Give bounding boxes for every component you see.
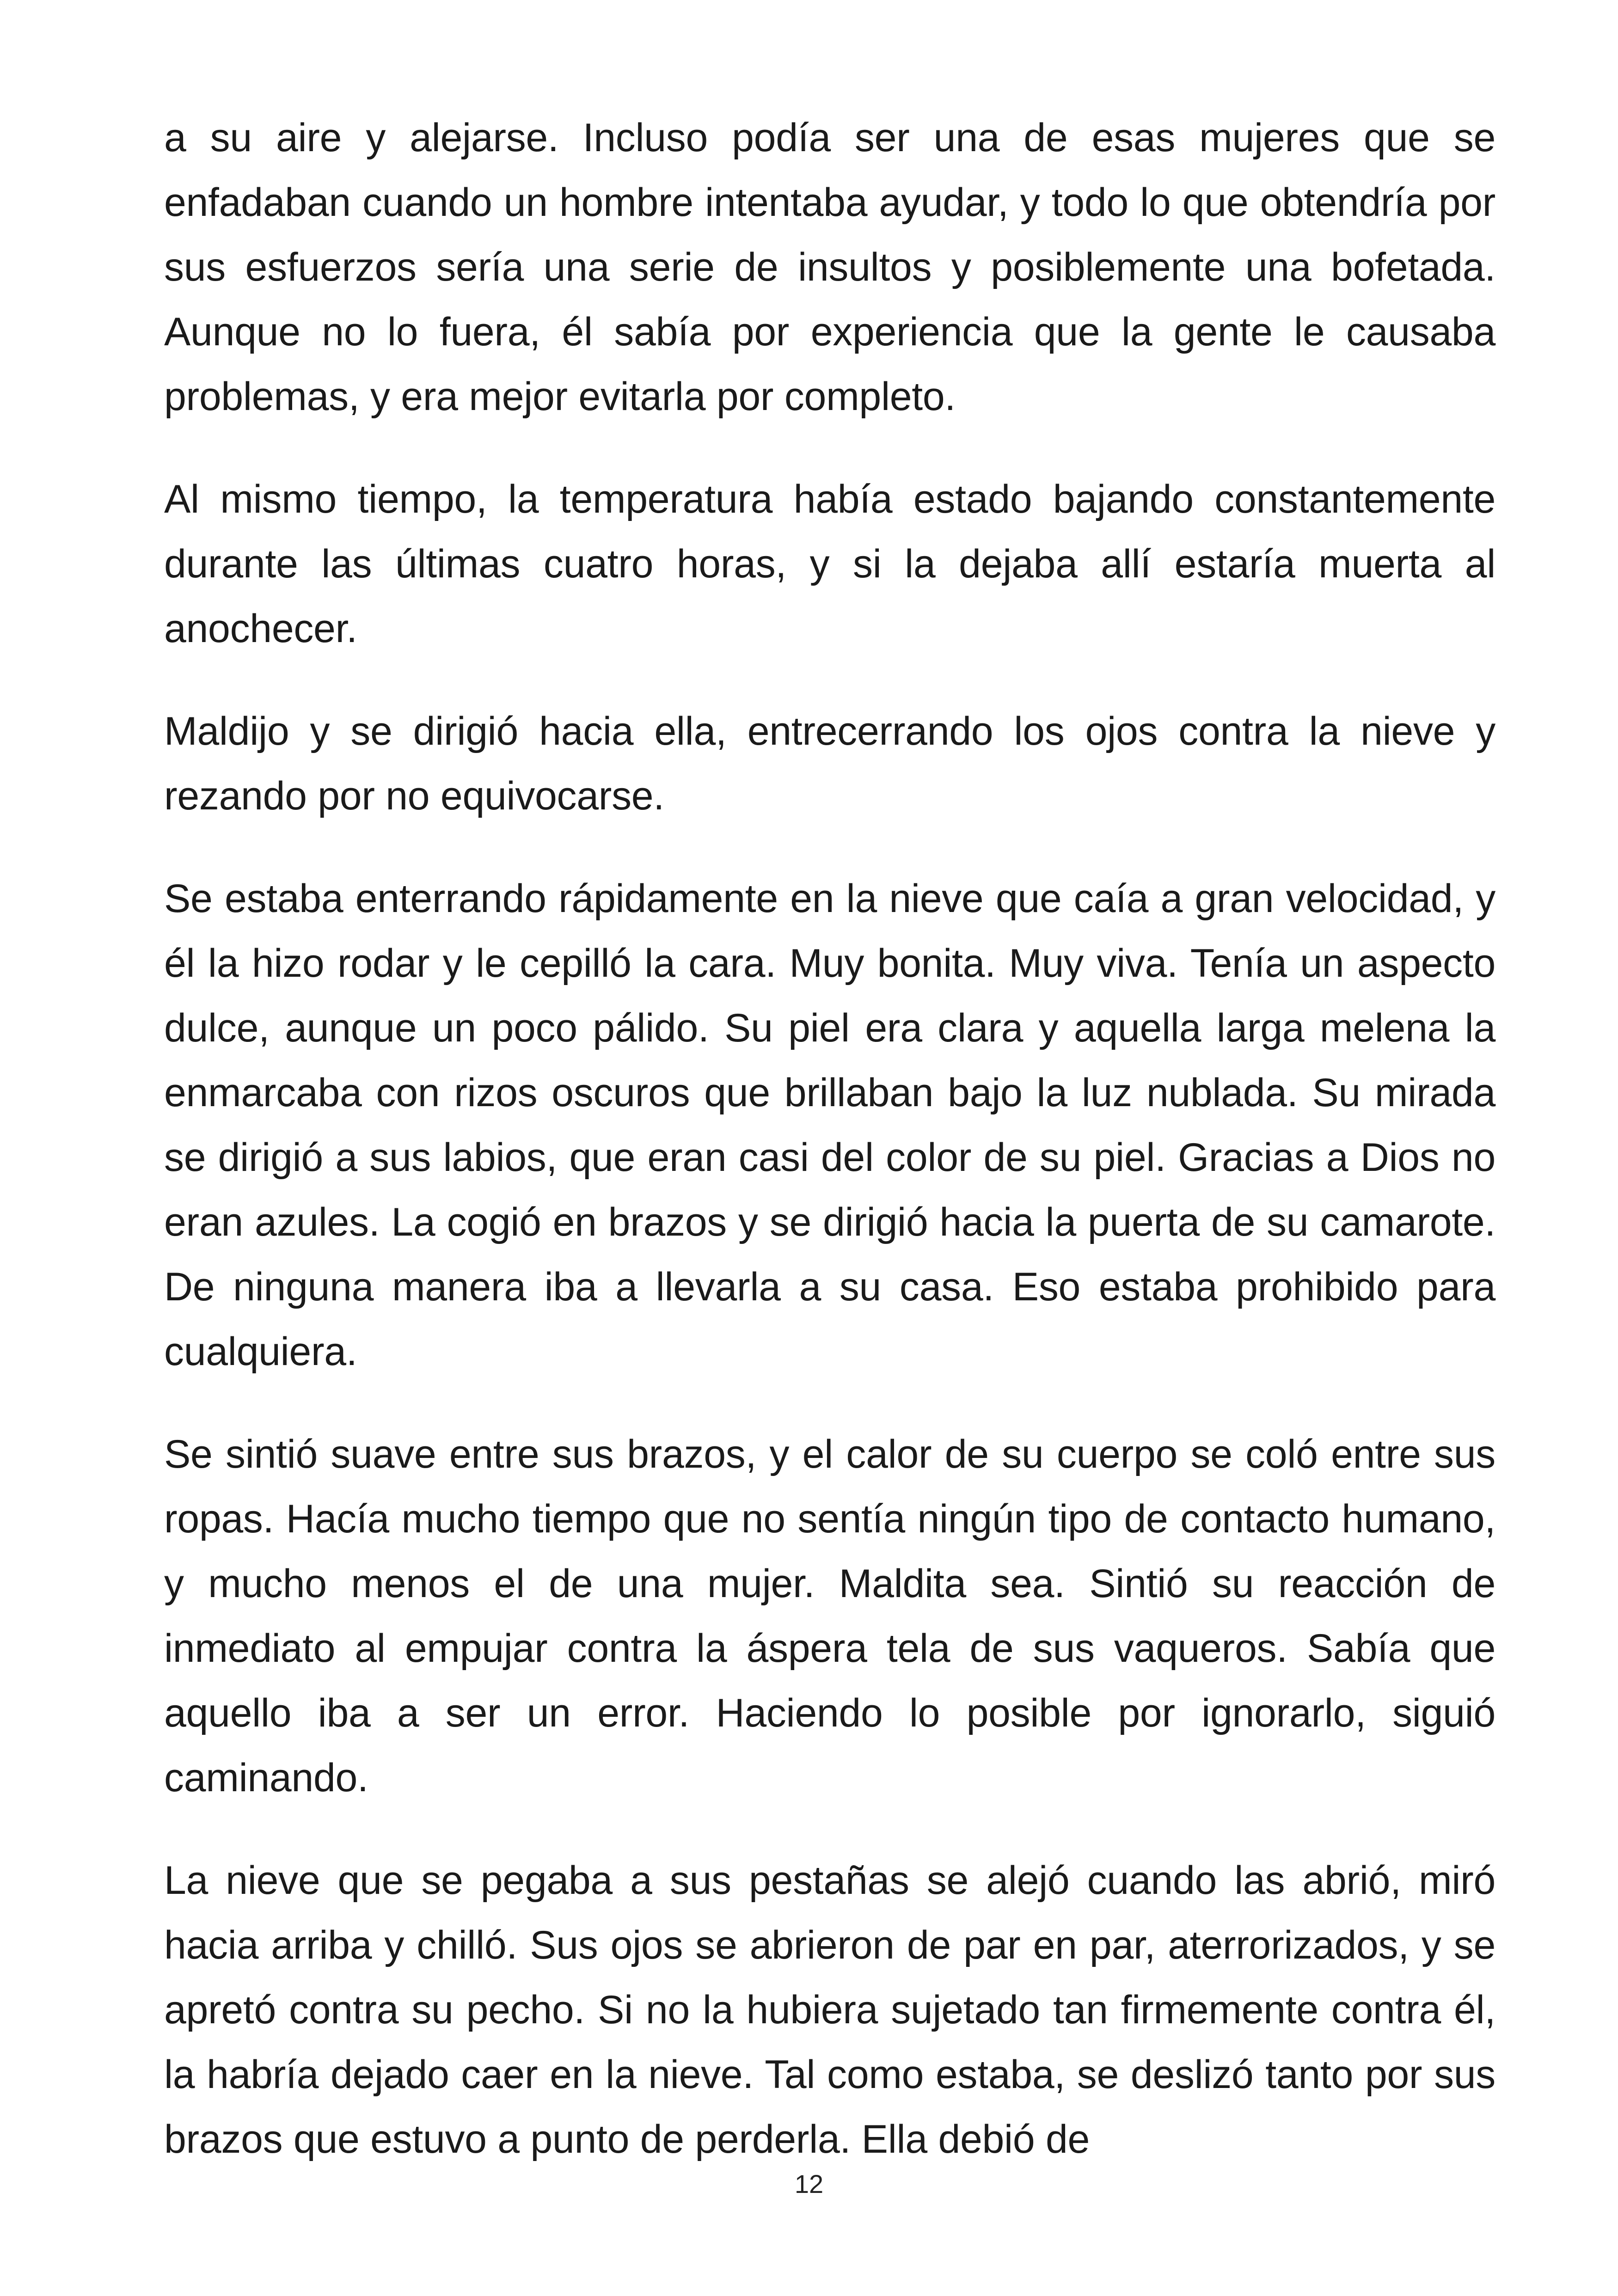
paragraph-3: Maldijo y se dirigió hacia ella, entrecerrando los ojos contra la nieve y rezando por no equivocarse. — [164, 709, 1495, 818]
paragraph-4: Se estaba enterrando rápidamente en la nieve que caía a gran velocidad, y él la hizo rodar y le cepilló la cara. Muy bonita. Muy viva. Tenía un aspecto dulce, aunque un poco pálido. Su piel era clara y aquella larga melena la enmarcaba con rizos oscuros que brillaban bajo la luz nublada. Su mirada se dirigió a sus labios, que eran casi del color de su piel. Gracias a Dios no eran azules. La cogió en brazos y se dirigió hacia la puerta de su camarote. De ninguna manera iba a llevarla a su casa. Eso estaba prohibido para cualquiera. — [164, 876, 1495, 1374]
paragraph-5: Se sintió suave entre sus brazos, y el calor de su cuerpo se coló entre sus ropas. Hacía mucho tiempo que no sentía ningún tipo de contacto humano, y mucho menos el de una mujer. Maldita sea. Sintió su reacción de inmediato al empujar contra la áspera tela de sus vaqueros. Sabía que aquello iba a ser un error. Haciendo lo posible por ignorarlo, siguió caminando. — [164, 1432, 1495, 1800]
page-body — [164, 105, 1495, 2210]
paragraph-1: a su aire y alejarse. Incluso podía ser una de esas mujeres que se enfadaban cuando un hombre intentaba ayudar, y todo lo que obtendría por sus esfuerzos sería una serie de insultos y posiblemente una bofetada. Aunque no lo fuera, él sabía por experiencia que la gente le causaba problemas, y era mejor evitarla por completo. — [164, 116, 1495, 419]
paragraph-6: La nieve que se pegaba a sus pestañas se alejó cuando las abrió, miró hacia arriba y chilló. Sus ojos se abrieron de par en par, aterrorizados, y se apretó contra su pecho. Si no la hubiera sujetado tan firmemente contra él, la habría dejado caer en la nieve. Tal como estaba, se deslizó tanto por sus brazos que estuvo a punto de perderla. Ella debió de — [164, 1858, 1495, 2161]
page-number: 12 — [794, 2169, 824, 2198]
paragraph-2: Al mismo tiempo, la temperatura había estado bajando constantemente durante las últimas cuatro horas, y si la dejaba allí estaría muerta al anochecer. — [164, 477, 1495, 651]
